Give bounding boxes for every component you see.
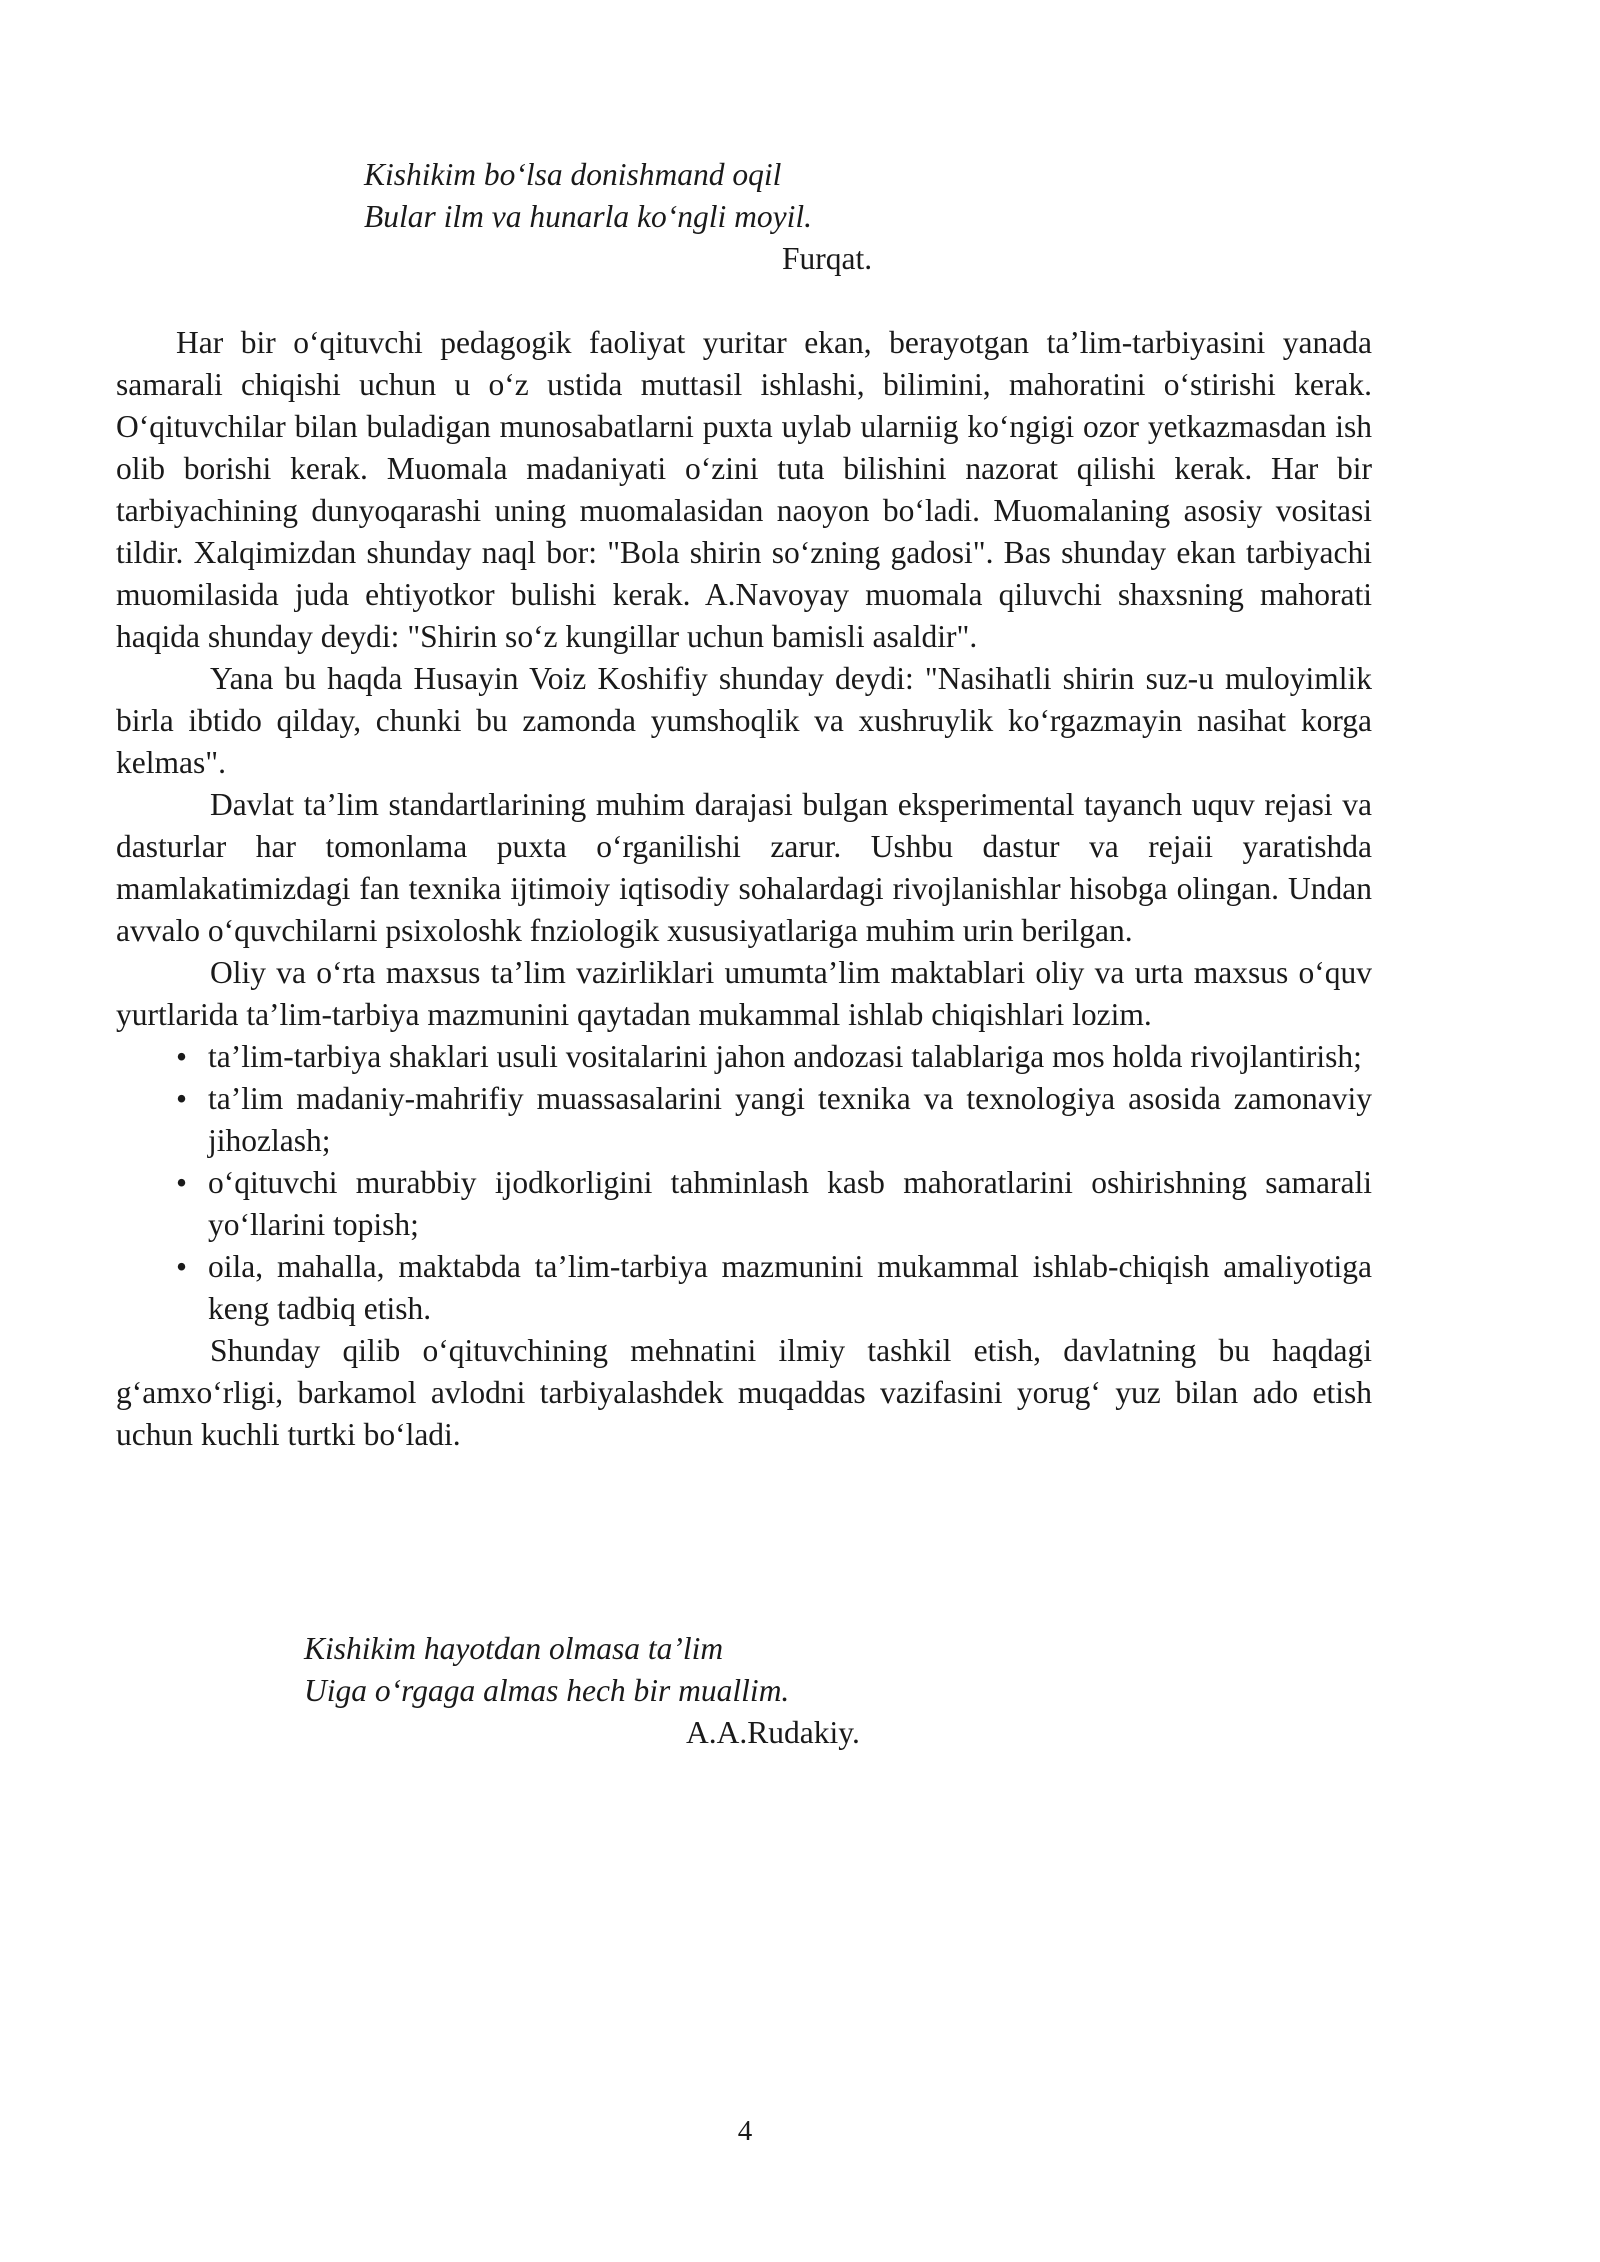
bullet-marker: • xyxy=(176,1039,188,1074)
closing-paragraph: Shunday qilib o‘qituvchining mehnatini ilmiy tashkil etish, davlatning bu haqdagi g‘amxo‘rligi, barkamol avlodni tarbiyalashdek muqaddas vazifasini yorug‘ yuz bilan ado etish uchun kuchli turtki bo‘ladi. xyxy=(116,1333,1372,1452)
epigraph-bottom-line-1: Kishikim hayotdan olmasa ta’lim xyxy=(304,1631,724,1666)
paragraph-4: Oliy va o‘rta maxsus ta’lim vazirliklari umumta’lim maktablari oliy va urta maxsus o‘quv yurtlarida ta’lim-tarbiya mazmunini qaytadan mukammal ishlab chiqishlari lozim. xyxy=(116,955,1372,1032)
paragraph-1: Har bir o‘qituvchi pedagogik faoliyat yuritar ekan, berayotgan ta’lim-tarbiyasini yanada samarali chiqishi uchun u o‘z ustida muttasil ishlashi, bilimini, mahoratini o‘stirishi kerak. O‘qituvchilar bilan buladigan munosabatlarni puxta uylab ularniig ko‘ngigi ozor yetkazmasdan ish olib borishi kerak. Muomala madaniyati o‘zini tuta bilishini nazorat qilishi kerak. Har bir tarbiyachining dunyoqarashi uning muomalasidan naoyon bo‘ladi. Muomalaning asosiy vositasi tildir. Xalqimizdan shunday naql bor: "Bola shirin so‘zning gadosi". Bas shunday ekan tarbiyachi muomilasida juda ehtiyotkor bulishi kerak. A.Navoyay muomala qiluvchi shaxsning mahorati haqida shunday deydi: "Shirin so‘z kungillar uchun bamisli asaldir". xyxy=(116,325,1372,654)
paragraph-3: Davlat ta’lim standartlarining muhim darajasi bulgan eksperimental tayanch uquv rejasi va dasturlar har tomonlama puxta o‘rganilishi zarur. Ushbu dastur va rejaii yaratishda mamlakatimizdagi fan texnika ijtimoiy iqtisodiy sohalardagi rivojlanishlar hisobga olingan. Undan avvalo o‘quvchilarni psixoloshk fnziologik xususiyatlariga muhim urin berilgan. xyxy=(116,787,1372,948)
epigraph-top-line-1: Kishikim bo‘lsa donishmand oqil xyxy=(364,157,782,192)
epigraph-top-author: Furqat. xyxy=(782,241,873,276)
epigraph-bottom xyxy=(304,1628,789,1712)
bullet-marker: • xyxy=(176,1081,188,1116)
list-item xyxy=(116,1246,1372,1330)
page-number: 4 xyxy=(737,2115,753,2147)
paragraph-2: Yana bu haqda Husayin Voiz Koshifiy shunday deydi: "Nasihatli shirin suz-u muloyimlik birla ibtido qilday, chunki bu zamonda yumshoqlik va xushruylik ko‘rgazmayin nasihat korga kelmas". xyxy=(116,661,1372,780)
bullet-marker: • xyxy=(176,1249,188,1284)
bullet-list xyxy=(116,1036,1372,1330)
list-item-text: oila, mahalla, maktabda ta’lim-tarbiya mazmunini mukammal ishlab-chiqish amaliyotiga keng tadbiq etish. xyxy=(208,1249,1372,1326)
epigraph-bottom-line-2: Uiga o‘rgaga almas hech bir muallim. xyxy=(304,1673,790,1708)
epigraph-top xyxy=(364,154,812,238)
list-item-text: ta’lim-tarbiya shaklari usuli vositalarini jahon andozasi talablariga mos holda rivojlantirish; xyxy=(208,1039,1362,1074)
bullet-marker: • xyxy=(176,1165,188,1200)
list-item xyxy=(116,1162,1372,1246)
epigraph-bottom-author: A.A.Rudakiy. xyxy=(686,1715,860,1750)
list-item xyxy=(116,1036,1372,1078)
body-text xyxy=(116,322,1372,1456)
list-item xyxy=(116,1078,1372,1162)
epigraph-top-line-2: Bular ilm va hunarla ko‘ngli moyil. xyxy=(364,199,812,234)
list-item-text: ta’lim madaniy-mahrifiy muassasalarini yangi texnika va texnologiya asosida zamonaviy jihozlash; xyxy=(208,1081,1372,1158)
list-item-text: o‘qituvchi murabbiy ijodkorligini tahminlash kasb mahoratlarini oshirishning samarali yo‘llarini topish; xyxy=(208,1165,1372,1242)
